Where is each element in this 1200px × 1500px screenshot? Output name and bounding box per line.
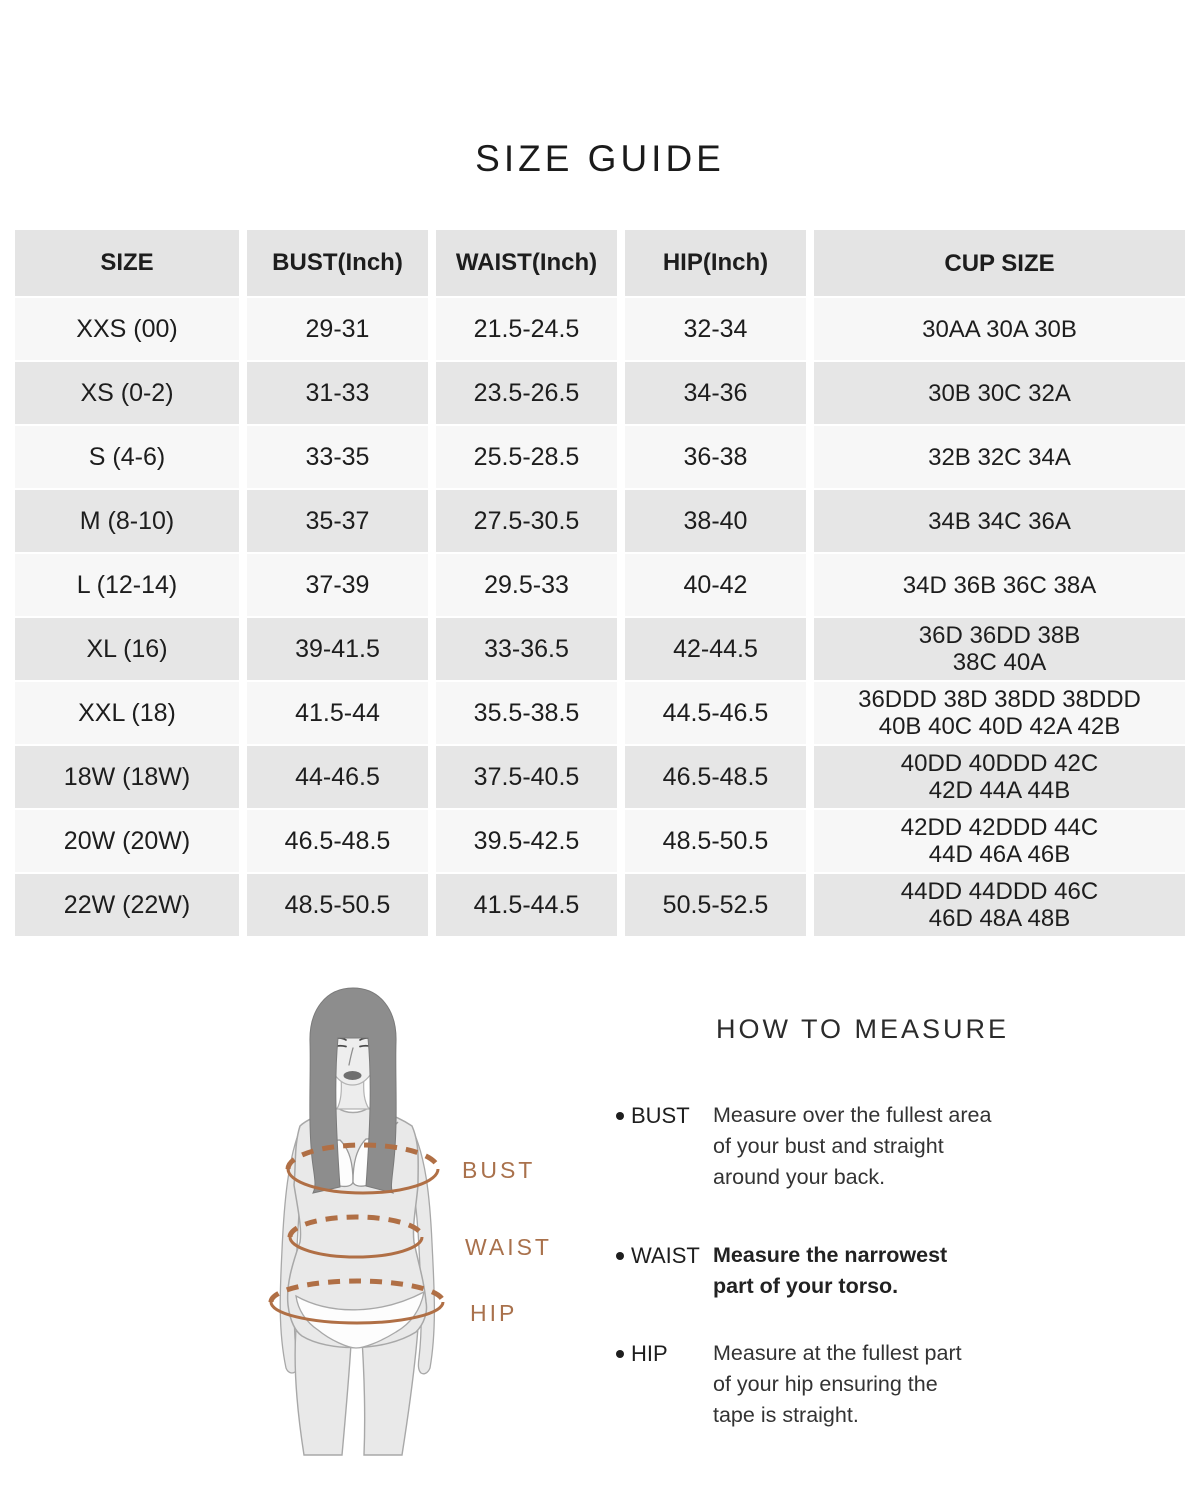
measure-label bbox=[616, 1338, 713, 1369]
cell-size: L (12-14) bbox=[15, 554, 239, 616]
cell-hip: 36-38 bbox=[625, 426, 806, 488]
table-header-row bbox=[15, 230, 1185, 296]
cell-bust: 41.5-44 bbox=[247, 682, 428, 744]
cell-bust: 44-46.5 bbox=[247, 746, 428, 808]
cell-size: XS (0-2) bbox=[15, 362, 239, 424]
table-row bbox=[15, 874, 1185, 936]
bullet-icon bbox=[616, 1252, 624, 1260]
cell-hip: 42-44.5 bbox=[625, 618, 806, 680]
cup-line: 44DD 44DDD 46C bbox=[900, 878, 1099, 905]
cell-cup bbox=[814, 874, 1185, 936]
cell-waist: 27.5-30.5 bbox=[436, 490, 617, 552]
bullet-icon bbox=[616, 1112, 624, 1120]
page-title: SIZE GUIDE bbox=[475, 138, 725, 179]
cell-waist: 33-36.5 bbox=[436, 618, 617, 680]
cell-hip: 48.5-50.5 bbox=[625, 810, 806, 872]
cell-waist: 21.5-24.5 bbox=[436, 298, 617, 360]
description-line: around your back. bbox=[713, 1165, 886, 1189]
description-line: of your bust and straight bbox=[713, 1134, 944, 1158]
cup-line: 32B 32C 34A bbox=[928, 443, 1071, 471]
description-line: Measure the narrowest bbox=[713, 1243, 948, 1267]
cell-bust: 33-35 bbox=[247, 426, 428, 488]
description-line: Measure over the fullest area bbox=[713, 1103, 992, 1127]
cup-line: 38C 40A bbox=[952, 649, 1047, 676]
cell-cup bbox=[814, 298, 1185, 360]
cup-line: 30AA 30A 30B bbox=[922, 315, 1077, 343]
description-line: of your hip ensuring the bbox=[713, 1372, 938, 1396]
cell-bust: 46.5-48.5 bbox=[247, 810, 428, 872]
table-row bbox=[15, 554, 1185, 616]
header-waist: WAIST(Inch) bbox=[436, 230, 617, 296]
description-line: tape is straight. bbox=[713, 1403, 859, 1427]
cell-hip: 46.5-48.5 bbox=[625, 746, 806, 808]
table-row bbox=[15, 362, 1185, 424]
cell-cup bbox=[814, 554, 1185, 616]
cup-line: 44D 46A 46B bbox=[928, 841, 1071, 868]
measure-description bbox=[713, 1100, 1096, 1193]
size-guide-table bbox=[15, 230, 1185, 938]
cell-bust: 35-37 bbox=[247, 490, 428, 552]
cell-waist: 37.5-40.5 bbox=[436, 746, 617, 808]
measure-item-waist bbox=[616, 1240, 1096, 1302]
cell-cup bbox=[814, 810, 1185, 872]
cup-line: 36D 36DD 38B bbox=[918, 622, 1081, 649]
cup-line: 42D 44A 44B bbox=[928, 777, 1071, 804]
table-row bbox=[15, 490, 1185, 552]
how-to-measure-heading: HOW TO MEASURE bbox=[716, 1014, 1010, 1044]
cup-line: 46D 48A 48B bbox=[928, 905, 1071, 932]
table-row bbox=[15, 426, 1185, 488]
cell-cup bbox=[814, 682, 1185, 744]
measure-item-hip bbox=[616, 1338, 1096, 1431]
figure-hip-label: HIP bbox=[470, 1300, 518, 1326]
bullet-icon bbox=[616, 1350, 624, 1358]
cell-size: XL (16) bbox=[15, 618, 239, 680]
cell-bust: 31-33 bbox=[247, 362, 428, 424]
cell-waist: 39.5-42.5 bbox=[436, 810, 617, 872]
cup-line: 40DD 40DDD 42C bbox=[900, 750, 1099, 777]
cell-size: XXS (00) bbox=[15, 298, 239, 360]
cup-line: 40B 40C 40D 42A 42B bbox=[878, 713, 1121, 740]
cup-line: 34D 36B 36C 38A bbox=[902, 571, 1097, 599]
figure-lips bbox=[344, 1071, 362, 1080]
measure-label-text: HIP bbox=[631, 1341, 668, 1366]
cup-line: 34B 34C 36A bbox=[928, 507, 1071, 535]
cell-hip: 34-36 bbox=[625, 362, 806, 424]
cell-waist: 29.5-33 bbox=[436, 554, 617, 616]
description-line: part of your torso. bbox=[713, 1274, 899, 1298]
cell-bust: 48.5-50.5 bbox=[247, 874, 428, 936]
header-bust: BUST(Inch) bbox=[247, 230, 428, 296]
header-cup: CUP SIZE bbox=[814, 230, 1185, 296]
cup-line: 36DDD 38D 38DD 38DDD bbox=[858, 686, 1141, 713]
body-measurement-figure bbox=[240, 980, 640, 1480]
table-row bbox=[15, 618, 1185, 680]
table-row bbox=[15, 810, 1185, 872]
cup-line: 30B 30C 32A bbox=[928, 379, 1071, 407]
measure-label-text: WAIST bbox=[631, 1243, 700, 1268]
cell-bust: 39-41.5 bbox=[247, 618, 428, 680]
cell-cup bbox=[814, 746, 1185, 808]
cell-size: XXL (18) bbox=[15, 682, 239, 744]
cell-size: 20W (20W) bbox=[15, 810, 239, 872]
header-size: SIZE bbox=[15, 230, 239, 296]
measure-item-bust bbox=[616, 1100, 1096, 1193]
header-hip: HIP(Inch) bbox=[625, 230, 806, 296]
figure-bust-label: BUST bbox=[462, 1157, 536, 1183]
measure-description bbox=[713, 1338, 1096, 1431]
description-line: Measure at the fullest part bbox=[713, 1341, 962, 1365]
cell-bust: 37-39 bbox=[247, 554, 428, 616]
measure-label-text: BUST bbox=[631, 1103, 690, 1128]
measure-label bbox=[616, 1100, 713, 1131]
cell-waist: 25.5-28.5 bbox=[436, 426, 617, 488]
cell-cup bbox=[814, 490, 1185, 552]
cell-hip: 40-42 bbox=[625, 554, 806, 616]
cell-hip: 50.5-52.5 bbox=[625, 874, 806, 936]
figure-waist-label: WAIST bbox=[465, 1234, 552, 1260]
cell-size: 18W (18W) bbox=[15, 746, 239, 808]
cell-waist: 23.5-26.5 bbox=[436, 362, 617, 424]
cell-waist: 41.5-44.5 bbox=[436, 874, 617, 936]
cell-cup bbox=[814, 426, 1185, 488]
table-row bbox=[15, 746, 1185, 808]
measure-description bbox=[713, 1240, 1096, 1302]
cup-line: 42DD 42DDD 44C bbox=[900, 814, 1099, 841]
cell-hip: 32-34 bbox=[625, 298, 806, 360]
cell-size: M (8-10) bbox=[15, 490, 239, 552]
measure-label bbox=[616, 1240, 713, 1271]
table-row bbox=[15, 298, 1185, 360]
cell-hip: 38-40 bbox=[625, 490, 806, 552]
cell-cup bbox=[814, 618, 1185, 680]
cell-waist: 35.5-38.5 bbox=[436, 682, 617, 744]
table-row bbox=[15, 682, 1185, 744]
cell-size: 22W (22W) bbox=[15, 874, 239, 936]
cell-cup bbox=[814, 362, 1185, 424]
cell-bust: 29-31 bbox=[247, 298, 428, 360]
cell-hip: 44.5-46.5 bbox=[625, 682, 806, 744]
cell-size: S (4-6) bbox=[15, 426, 239, 488]
